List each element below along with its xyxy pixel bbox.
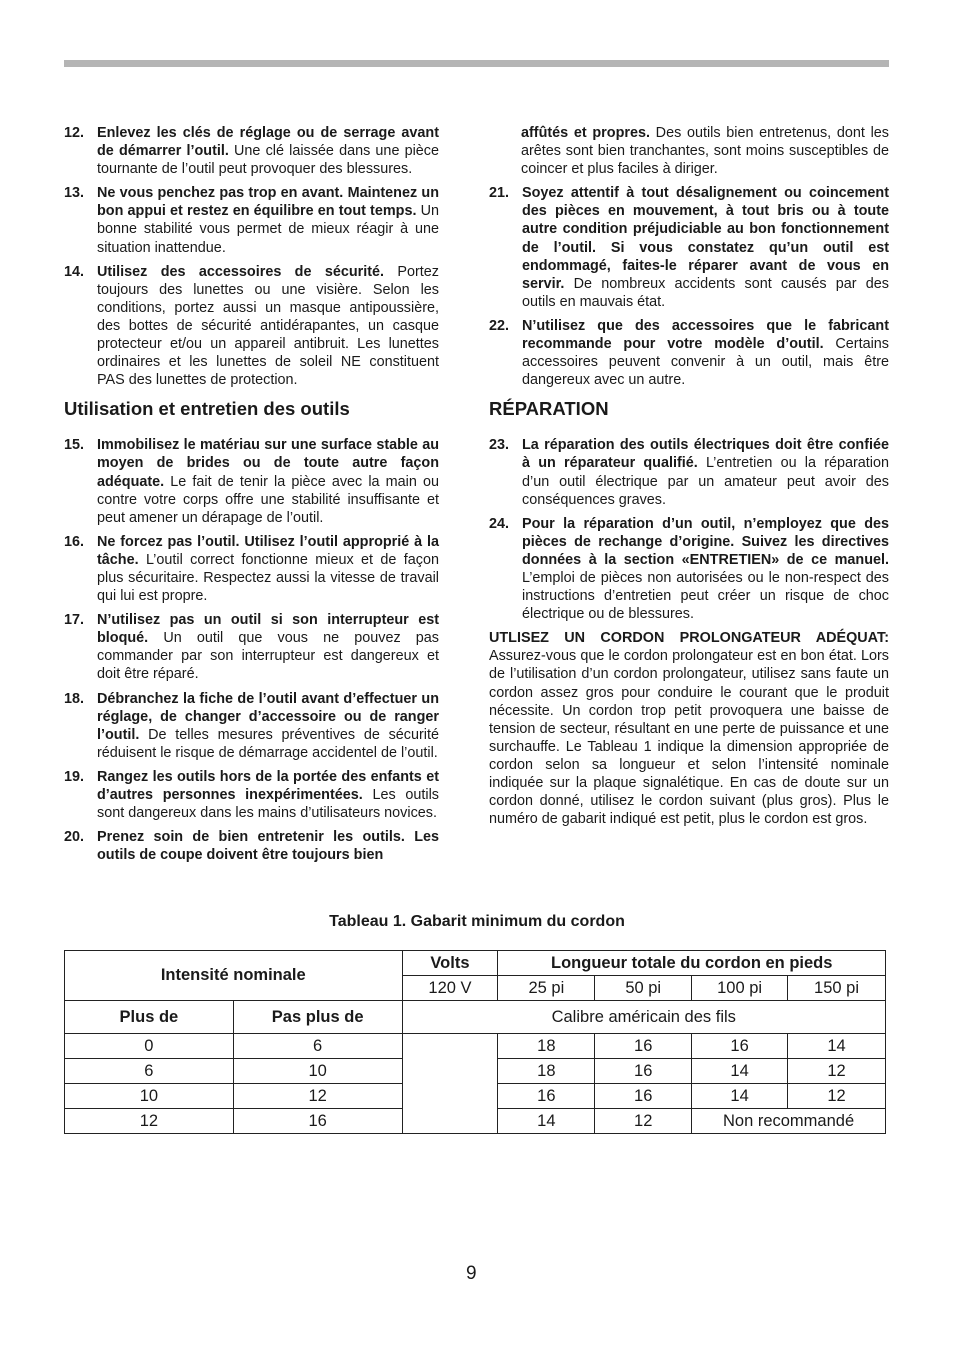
item-heading: Utilisez des accessoires de sécurité.: [97, 263, 385, 280]
table-subheader-row-2: [65, 1001, 886, 1034]
item-heading: Soyez attentif à tout désalignement ou coincement des pièces en mouvement, à tout bris ou à toute autre condition préjudiciable au bon fonctionnement de l’outil. Si vous constatez qu’un outil est endommagé, faites-le réparer avant de vous en servir.: [522, 185, 889, 292]
item-number: 12.: [64, 125, 85, 141]
left-column: [64, 124, 439, 870]
item-text: De telles mesures préventives de sécurité réduisent le risque de démarrage accidentel de l’outil.: [97, 726, 439, 761]
item-text: L’outil correct fonctionne mieux et de façon plus sécuritaire. Respectez aussi la vitesse de travail qui lui est propre.: [97, 551, 439, 605]
cell-to: 6: [233, 1034, 402, 1059]
cell-gauge: 16: [595, 1034, 692, 1059]
paragraph-text: Assurez-vous que le cordon prolongateur est en bon état. Lors de l’utilisation d’un cordon prolongateur, utilisez sans faute un cordon assez gros pour conduire le courant que le produit nécessite. Un cordon trop petit provoquera une baisse de tension de secteur, résultant en une perte de puissance et une surchauffe. Le Tableau 1 indique la dimension appropriée de cordon selon sa longueur et selon l’intensité nominale indiquée sur la plaque signalétique. En cas de doute sur un cordon donné, utilisez le cordon suivant (plus gros). Plus le numéro de gabarit indiqué est petit, plus le cordon est gros.: [489, 648, 889, 828]
list-item: [64, 768, 439, 822]
item-number: 21.: [489, 185, 510, 202]
cell-to: 12: [233, 1084, 402, 1109]
item-text: L’emploi de pièces non autorisées ou le non-respect des instructions d’entretien peut créer un risque de choc électrique ou de blessures.: [522, 569, 889, 623]
cord-gauge-table: [64, 950, 886, 1134]
cell-gauge: 18: [498, 1059, 595, 1084]
item-number: 15.: [64, 437, 85, 454]
cell-gauge: 14: [788, 1034, 886, 1059]
list-item: [64, 184, 439, 256]
paragraph-heading: UTLISEZ UN CORDON PROLONGATEUR ADÉQUAT:: [489, 630, 889, 647]
item-heading: Rangez les outils hors de la portée des enfants et d’autres personnes inexpérimentées.: [97, 768, 439, 803]
list-item: [489, 317, 889, 389]
item-heading: Prenez soin de bien entretenir les outils. Les outils de coupe doivent être toujours bien: [97, 829, 439, 864]
list-item: [489, 184, 889, 311]
cell-from: 6: [65, 1059, 234, 1084]
cell-gauge: 16: [692, 1034, 788, 1059]
item-text: Les outils sont dangereux dans les mains d’utilisateurs novices.: [97, 787, 439, 822]
item-heading: Pour la réparation d’un outil, n’employez que des pièces de rechange d’origine. Suivez les directives données à la section «ENTRETIEN» de ce manuel.: [522, 515, 889, 568]
item-number: 18.: [64, 690, 85, 707]
cell-from: 0: [65, 1034, 234, 1059]
list-item: [64, 828, 439, 864]
table-caption: Tableau 1. Gabarit minimum du cordon: [329, 913, 625, 930]
cell-gauge: 16: [595, 1084, 692, 1109]
item-number: 22.: [489, 317, 510, 334]
item-heading: Débranchez la fiche de l’outil avant d’effectuer un réglage, de changer d’accessoire ou de ranger l’outil.: [97, 690, 439, 743]
item-heading: Immobilisez le matériau sur une surface stable au moyen de brides ou de toute autre façon adéquate.: [97, 437, 439, 490]
cell-gauge: 18: [498, 1034, 595, 1059]
item-text: Un outil que vous ne pouvez pas commander par son interrupteur est dangereux et doit être réparé.: [97, 630, 439, 683]
cell-from: 10: [65, 1084, 234, 1109]
table-row: [65, 1034, 886, 1059]
cell-from: 12: [65, 1109, 234, 1134]
cell-gauge: 14: [692, 1084, 788, 1109]
table-header-row: [65, 951, 886, 976]
cell-gauge: 14: [498, 1109, 595, 1134]
item-heading: La réparation des outils électriques doit être confiée à un réparateur qualifié.: [522, 437, 889, 472]
section-title-repair: RÉPARATION: [489, 398, 609, 420]
list-item: [64, 533, 439, 605]
item-heading: Enlevez les clés de réglage ou de serrage avant de démarrer l’outil.: [97, 125, 439, 160]
item-heading: N’utilisez que des accessoires que le fabricant recommande pour votre modèle d’outil.: [522, 317, 889, 353]
cell-gauge: 16: [595, 1059, 692, 1084]
list-item: [64, 124, 439, 178]
right-column: [489, 124, 889, 828]
header-length: Longueur totale du cordon en pieds: [498, 951, 886, 976]
item-number: 16.: [64, 533, 85, 550]
cell-not-recommended: Non recommandé: [692, 1109, 886, 1134]
header-gauge: Calibre américain des fils: [402, 1001, 885, 1034]
left-items-top: [64, 124, 439, 389]
section-title-usage: Utilisation et entretien des outils: [64, 398, 350, 420]
page-number: 9: [466, 1263, 477, 1284]
item-heading: Ne forcez pas l’outil. Utilisez l’outil approprié à la tâche.: [97, 533, 439, 568]
length-150: 150 pi: [788, 976, 886, 1001]
item-text: L’entretien ou la réparation d’un outil électrique par un amateur peut avoir des conséquences graves.: [522, 455, 889, 508]
item-text: Un bonne stabilité vous permet de mieux réagir à une situation inattendue.: [97, 203, 439, 256]
cell-gauge: 12: [788, 1059, 886, 1084]
header-intensity: Intensité nominale: [65, 951, 403, 1001]
cell-gauge: 12: [595, 1109, 692, 1134]
volts-blank-cell: [402, 1034, 498, 1134]
cell-to: 10: [233, 1059, 402, 1084]
list-item: [64, 263, 439, 390]
item-number: 23.: [489, 437, 510, 454]
header-volts: Volts: [402, 951, 498, 976]
volts-value: 120 V: [402, 976, 498, 1001]
item-text: Une clé laissée dans une pièce tournante de l’outil peut provoquer des blessures.: [97, 143, 439, 178]
list-item: [489, 436, 889, 508]
item-number: 13.: [64, 185, 85, 202]
item-number: 14.: [64, 263, 85, 280]
length-100: 100 pi: [692, 976, 788, 1001]
header-more-than: Plus de: [65, 1001, 234, 1034]
item-number: 24.: [489, 515, 510, 532]
item-number: 19.: [64, 768, 85, 785]
extension-cord-paragraph: [489, 629, 889, 828]
list-item: [64, 690, 439, 762]
cell-to: 16: [233, 1109, 402, 1134]
item-heading: N’utilisez pas un outil si son interrupteur est bloqué.: [97, 612, 439, 647]
cell-gauge: 14: [692, 1059, 788, 1084]
list-item: [489, 515, 889, 624]
item-number: 20.: [64, 829, 85, 846]
item-number: 17.: [64, 612, 85, 629]
list-item: [64, 436, 439, 526]
header-not-more-than: Pas plus de: [233, 1001, 402, 1034]
cell-gauge: 12: [788, 1084, 886, 1109]
header-rule: [64, 60, 889, 67]
cell-gauge: 16: [498, 1084, 595, 1109]
item-heading: Ne vous penchez pas trop en avant. Maintenez un bon appui et restez en équilibre en tout temps.: [97, 185, 439, 220]
length-50: 50 pi: [595, 976, 692, 1001]
list-item: [64, 611, 439, 683]
length-25: 25 pi: [498, 976, 595, 1001]
item-text: De nombreux accidents sont causés par des outils en mauvais état.: [522, 275, 889, 310]
item-heading: affûtés et propres.: [521, 125, 650, 141]
item-continuation: [489, 124, 889, 178]
item-text: Le fait de tenir la pièce avec la main ou contre votre corps offre une stabilité insuffisante et peut amener un dérapage de l’outil.: [97, 473, 439, 526]
item-text: Certains accessoires peuvent convenir à un outil, mais être dangereux avec un autre.: [522, 336, 889, 389]
left-items-bottom: [64, 436, 439, 864]
item-text: Portez toujours des lunettes ou une visière. Selon les conditions, portez aussi un masque antipoussière, des bottes de sécurité antidérapantes, un casque protecteur et/ou un appareil antibruit. Les lunettes ordinaires et les lunettes de soleil NE constituent PAS des lunettes de protection.: [97, 263, 440, 389]
item-text: Des outils bien entretenus, dont les arêtes sont bien tranchantes, sont moins susceptibles de coincer et plus faciles à diriger.: [521, 125, 889, 178]
